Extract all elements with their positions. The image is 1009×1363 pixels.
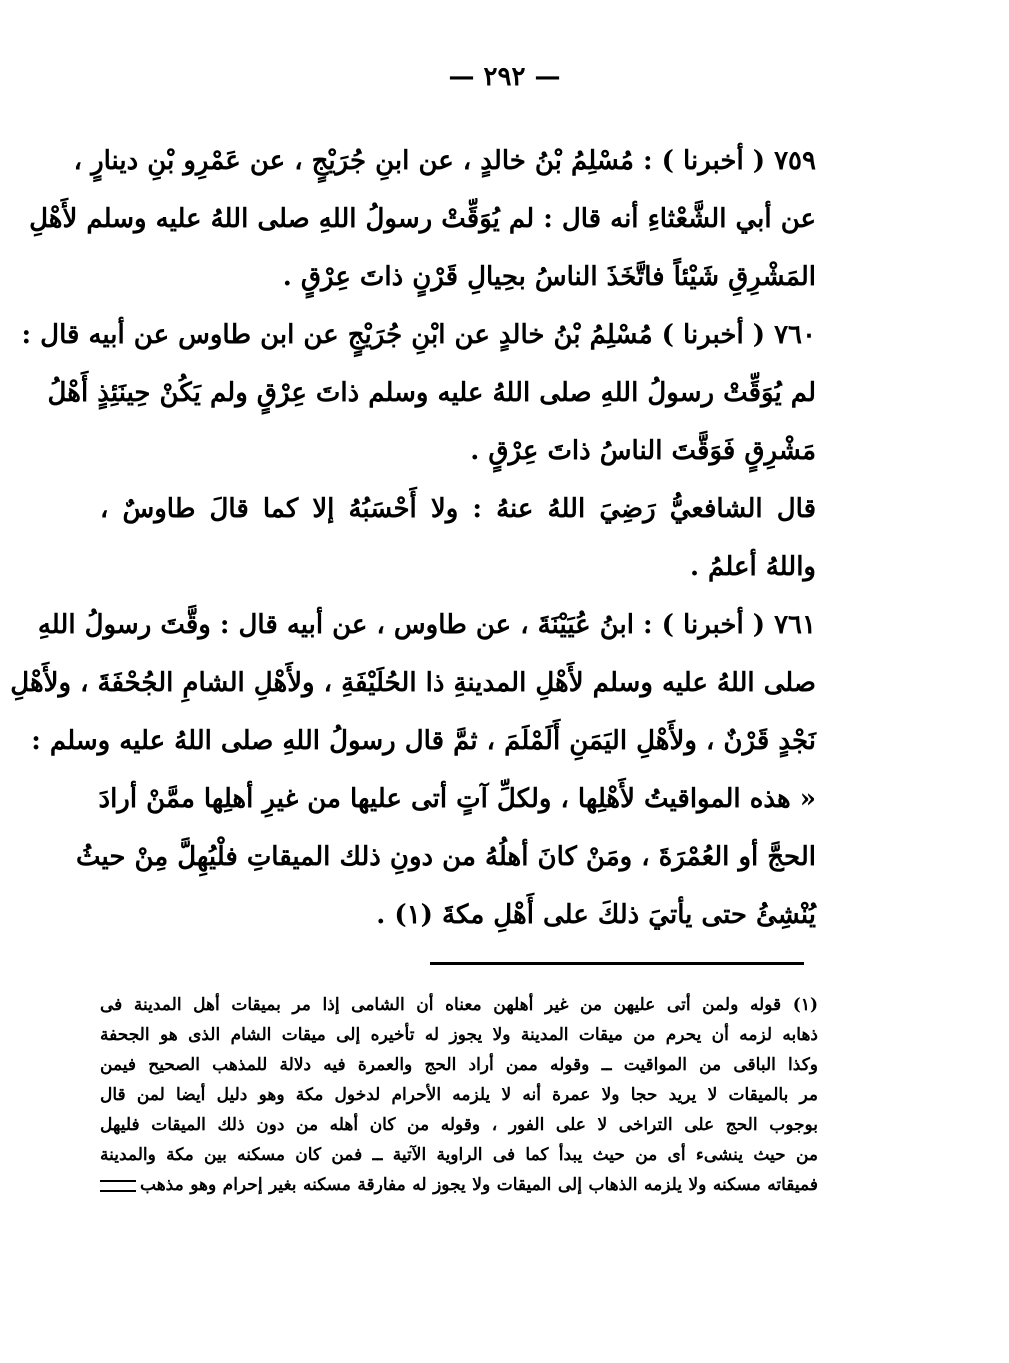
continuation-mark — [100, 1180, 136, 1192]
text-line: صلى اللهُ عليه وسلم لأَهْلِ المدينةِ ذا الحُلَيْفَةِ ، ولأَهْلِ الشامِ الجُحْفَةَ ، ولأَهْلِ — [10, 668, 816, 698]
footnote-line-text: فميقاته مسكنه ولا يلزمه الذهاب إلى الميقات ولا يجوز له مفارقة مسكنه بغير إحرام وهو مذهب — [140, 1175, 818, 1195]
text-line: ٧٦١ ( أخبرنا ) : ابنُ عُيَيْنَةَ ، عن طاوس ، عن أبيه قال : وقَّتَ رسولُ اللهِ — [37, 610, 816, 640]
footnote-divider — [430, 962, 804, 965]
footnote-line — [100, 1170, 818, 1200]
text-line: يُنْشِئُ حتى يأتيَ ذلكَ على أَهْلِ مكةَ (١) . — [376, 900, 816, 930]
text-line: الحجَّ أو العُمْرَةَ ، ومَنْ كانَ أهلُهُ من دونِ ذلك الميقاتِ فلْيُهِلَّ مِنْ حيثُ — [75, 842, 816, 872]
footnote-line: بوجوب الحج على التراخى لا على الفور ، وقوله من كان أهله من دون ذلك الميقات فليهل — [100, 1115, 818, 1135]
text-line: مَشْرِقٍ فَوَقَّتَ الناسُ ذاتَ عِرْقٍ . — [470, 436, 816, 466]
text-line: نَجْدٍ قَرْنٌ ، ولأَهْلِ اليَمَنِ أَلَمْلَمَ ، ثمَّ قال رسولُ اللهِ صلى اللهُ عليه وسلم : — [31, 726, 816, 756]
text-line: قال الشافعيُّ رَضِيَ اللهُ عنهُ : ولا أَحْسَبُهُ إلا كما قالَ طاوسٌ ، — [100, 494, 816, 524]
text-line: المَشْرِقِ شَيْئاً فاتَّخَذَ الناسُ بحِيالِ قَرْنٍ ذاتَ عِرْقٍ . — [282, 262, 816, 292]
text-line: ٧٥٩ ( أخبرنا ) : مُسْلِمُ بْنُ خالدٍ ، عن ابنِ جُرَيْجٍ ، عن عَمْرِو بْنِ دينارٍ ، — [73, 146, 816, 176]
text-line: لم يُوَقِّتْ رسولُ اللهِ صلى اللهُ عليه وسلم ذاتَ عِرْقٍ ولم يَكُنْ حِينَئِذٍ أَهْلُ — [47, 378, 816, 408]
footnote-line: من حيث ينشىء أى من حيث يبدأ كما فى الراوية الآتية ــ فمن كان مسكنه بين مكة والمدينة — [100, 1145, 818, 1165]
footnote-line: ذهابه لزمه أن يحرم من ميقات المدينة ولا يجوز له تأخيره إلى ميقات الشام الذى هو الجحفة — [100, 1025, 818, 1045]
text-line: عن أبي الشَّعْثاءِ أنه قال : لم يُوَقِّتْ رسولُ اللهِ صلى اللهُ عليه وسلم لأَهْلِ — [29, 204, 816, 234]
text-line: واللهُ أعلمُ . — [689, 552, 816, 582]
footnote-line: (١) قوله ولمن أتى عليهن من غير أهلهن معناه أن الشامى إذا مر بميقات أهل المدينة فى — [100, 995, 818, 1015]
main-text-body — [10, 132, 816, 944]
text-line: ٧٦٠ ( أخبرنا ) مُسْلِمُ بْنُ خالدٍ عن ابْنِ جُرَيْجٍ عن ابن طاوس عن أبيه قال : — [21, 320, 816, 350]
footnote-line: مر بالميقات لا يريد حجا ولا عمرة أنه لا يلزمه الأحرام لدخول مكة وهو دليل أيضا لمن قال — [100, 1085, 818, 1105]
footnote-line: وكذا الباقى من المواقيت ــ وقوله ممن أراد الحج والعمرة فيه دلالة للمذهب الصحيح فيمن — [100, 1055, 818, 1075]
text-line: « هذه المواقيتُ لأَهْلِها ، ولكلِّ آتٍ أتى عليها من غيرِ أهلِها ممَّنْ أرادَ — [98, 784, 816, 814]
page-number: — ٢٩٢ — — [448, 62, 561, 92]
footnotes — [100, 990, 818, 1200]
